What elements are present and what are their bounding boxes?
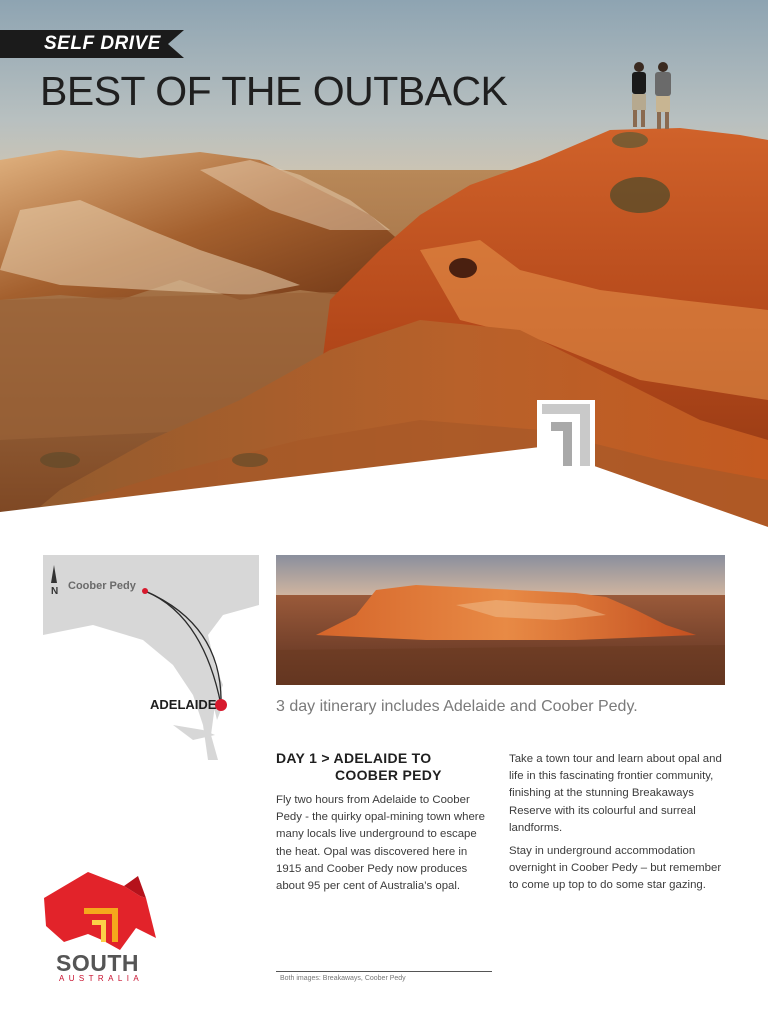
caption-divider xyxy=(276,971,492,972)
day1-paragraph-2: Take a town tour and learn about opal and life in this fascinating frontier community, finishing at the stunning Breakaways Reserve with its colourful and surreal landforms. xyxy=(509,753,722,834)
map-label-adelaide: ADELAIDE xyxy=(150,697,217,712)
breakaways-photo xyxy=(276,555,725,685)
photo-caption: Both images: Breakaways, Coober Pedy xyxy=(280,975,406,982)
brand-frame-mark xyxy=(537,400,595,470)
page-title: BEST OF THE OUTBACK xyxy=(40,68,508,114)
logo-wordmark-south: SOUTH xyxy=(56,950,139,976)
logo-wordmark-australia: AUSTRALIA xyxy=(59,974,144,983)
day1-paragraph-1: Fly two hours from Adelaide to Coober Pedy - the quirky opal-mining town where many locals live underground to escape the heat. Opal was discovered here in 1915 and Coober Pedy now produces about 95 per cent of Australia’s opal. xyxy=(276,794,485,893)
map-label-coober-pedy: Coober Pedy xyxy=(68,580,136,592)
north-label: N xyxy=(51,586,59,597)
day1-paragraph-3: Stay in underground accommodation overnight in Coober Pedy – but remember to come up top to do some star gazing. xyxy=(509,845,722,892)
day1-heading: DAY 1 > ADELAIDE TO xyxy=(276,750,432,766)
tag-label: SELF DRIVE xyxy=(44,33,161,54)
itinerary-summary: 3 day itinerary includes Adelaide and Coober Pedy. xyxy=(276,698,638,715)
south-australia-logo xyxy=(40,868,160,958)
day1-heading-continued: COOBER PEDY xyxy=(335,767,442,783)
